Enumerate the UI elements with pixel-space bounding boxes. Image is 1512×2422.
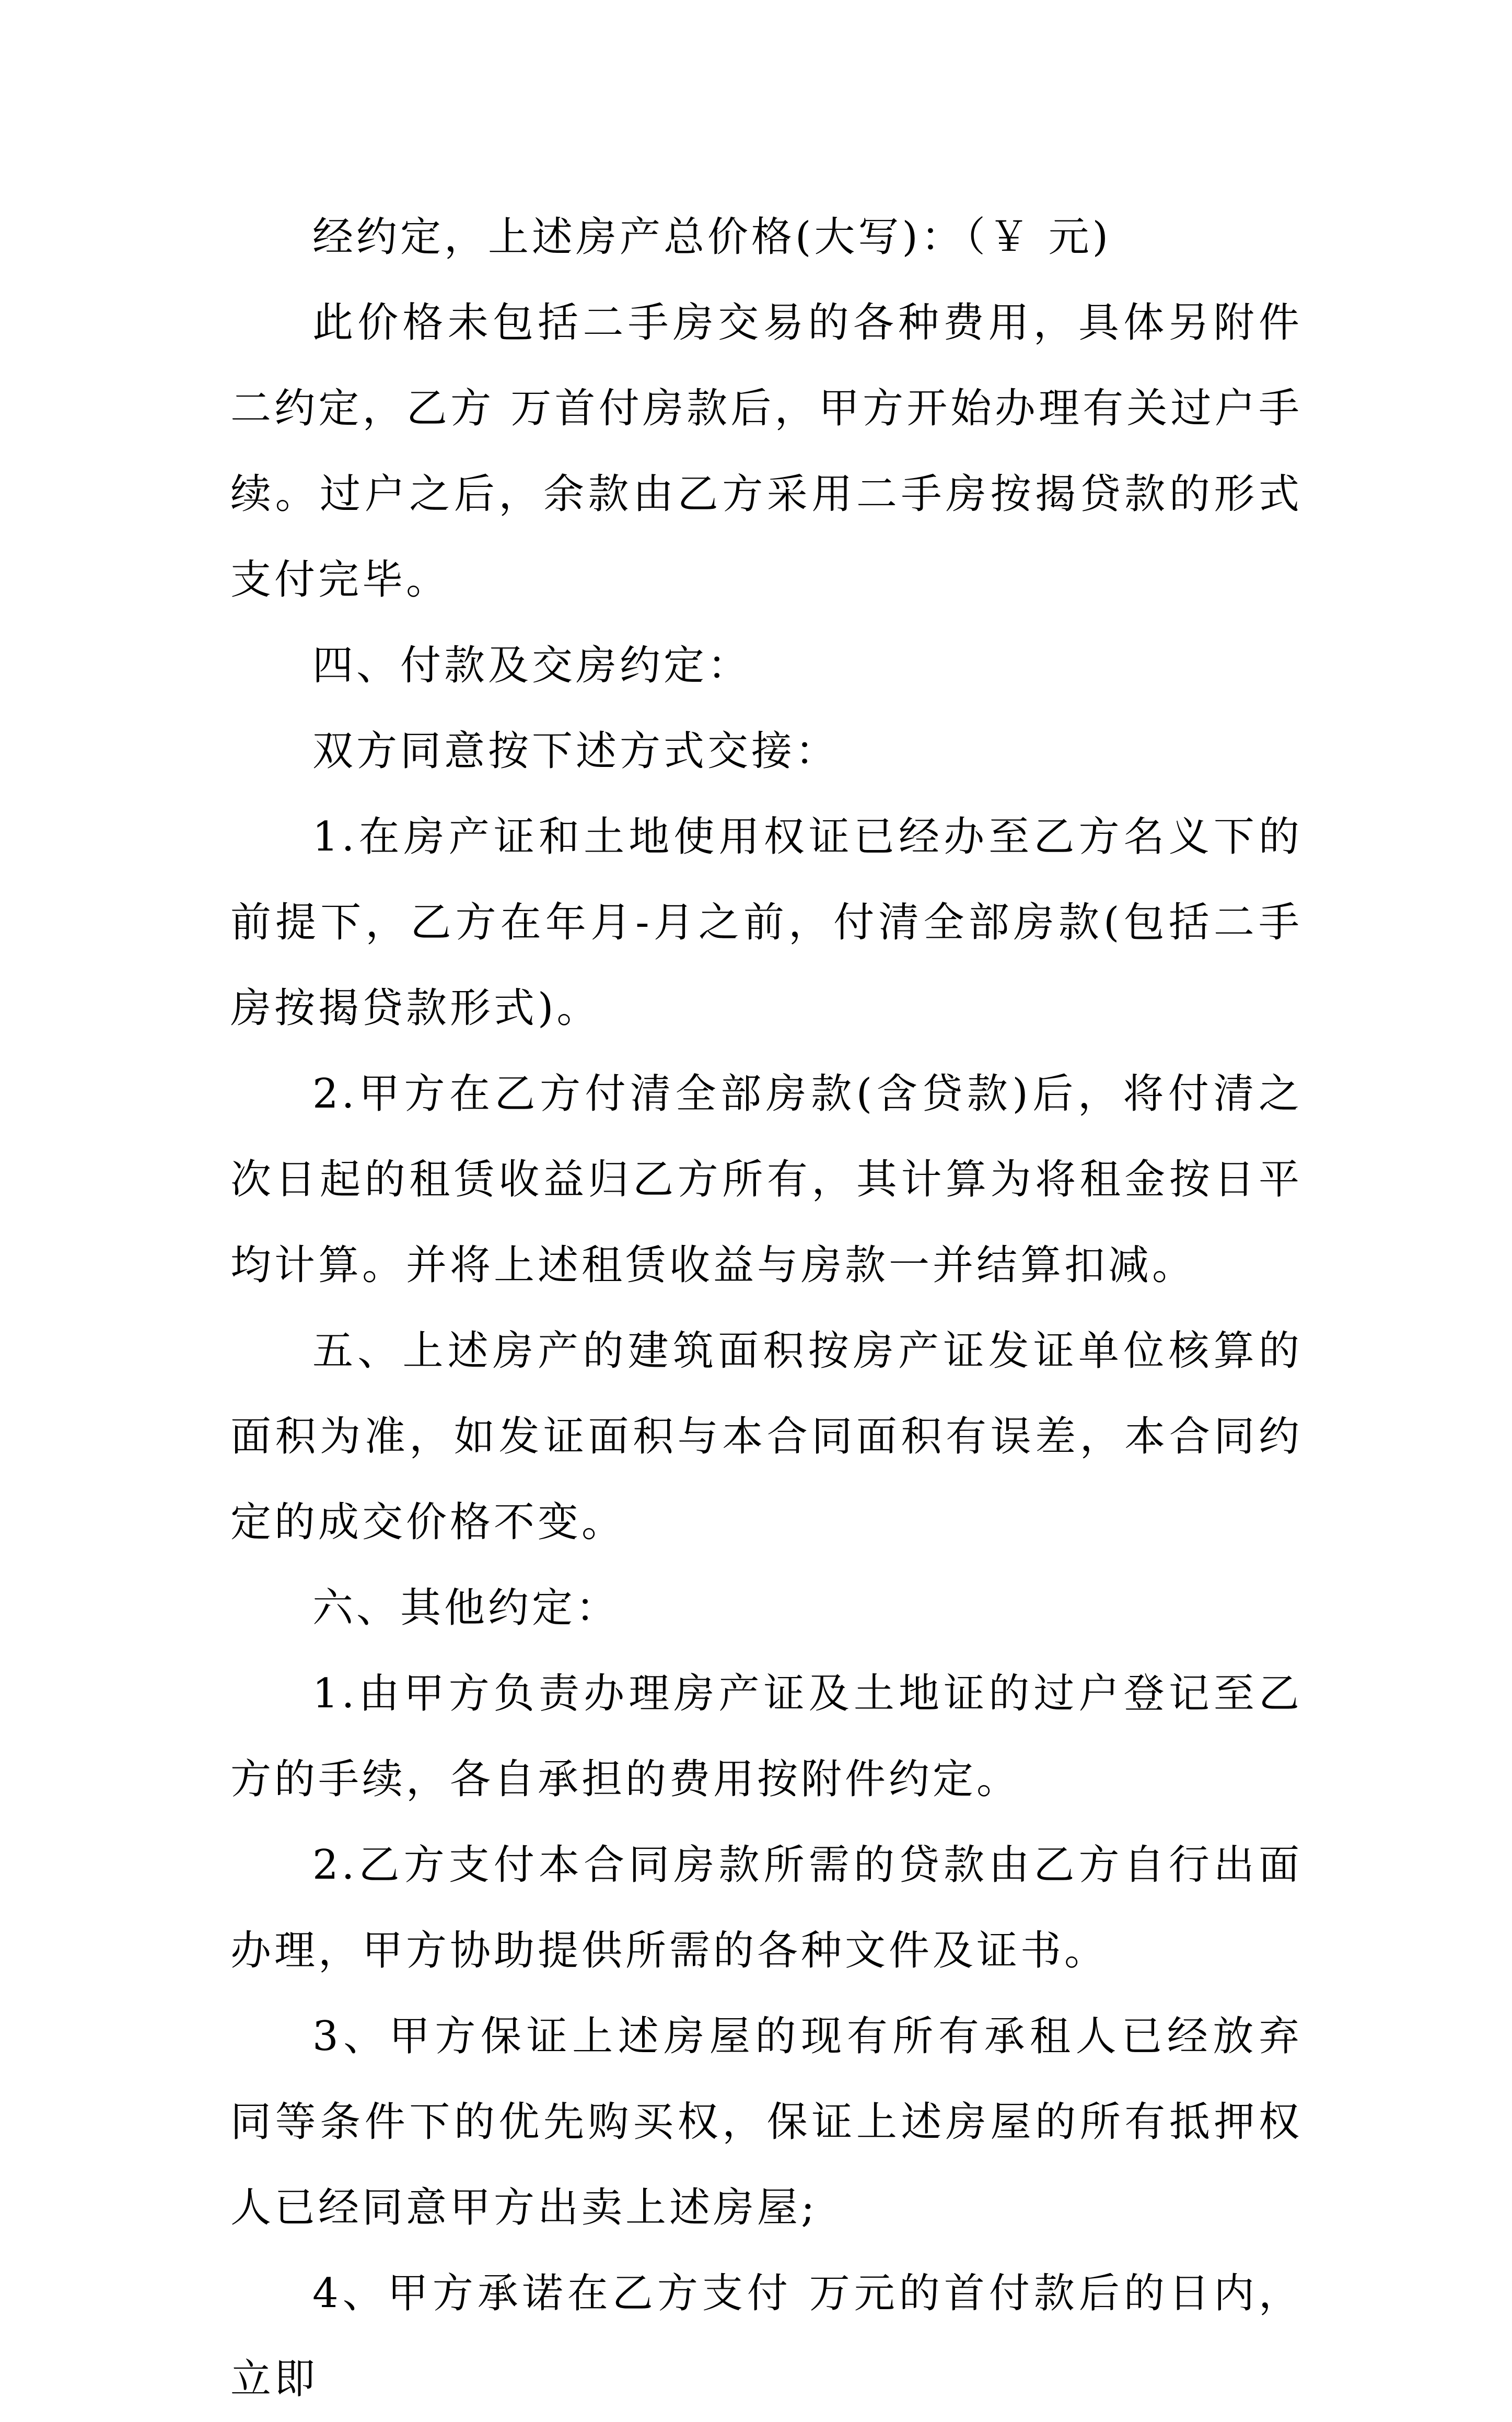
paragraph-price-excludes-fees: 此价格未包括二手房交易的各种费用，具体另附件二约定，乙方 万首付房款后，甲方开始办理有关过户手续。过户之后，余款由乙方采用二手房按揭贷款的形式支付完毕。 [230,299,1302,603]
section-heading-other-agreements: 六、其他约定： [312,1585,620,1632]
clause-6-3: 3、甲方保证上述房屋的现有所有承租人已经放弃同等条件下的优先购买权，保证上述房屋的所有抵押权人已经同意甲方出卖上述房屋; [230,2013,1302,2231]
paragraph-total-price: 经约定，上述房产总价格(大写)：（￥ 元) [312,214,1112,261]
clause-4-2: 2.甲方在乙方付清全部房款(含贷款)后，将付清之次日起的租赁收益归乙方所有，其计算为将租金按日平均计算。并将上述租赁收益与房款一并结算扣减。 [230,1070,1302,1289]
clause-6-2: 2.乙方支付本合同房款所需的贷款由乙方自行出面办理，甲方协助提供所需的各种文件及证书。 [230,1842,1302,1974]
paragraph-handover-method: 双方同意按下述方式交接： [312,728,840,775]
clause-6-4: 4、甲方承诺在乙方支付 万元的首付款后的日内，立即 [230,2270,1302,2403]
section-heading-payment-handover: 四、付款及交房约定： [312,642,752,689]
section-5-building-area: 五、上述房产的建筑面积按房产证发证单位核算的面积为准，如发证面积与本合同面积有误差，本合同约定的成交价格不变。 [230,1328,1302,1546]
clause-4-1: 1.在房产证和土地使用权证已经办至乙方名义下的前提下，乙方在年月-月之前，付清全部房款(包括二手房按揭贷款形式)。 [230,813,1302,1032]
clause-6-1: 1.由甲方负责办理房产证及土地证的过户登记至乙方的手续，各自承担的费用按附件约定。 [230,1670,1302,1803]
document-body [230,194,1302,2422]
